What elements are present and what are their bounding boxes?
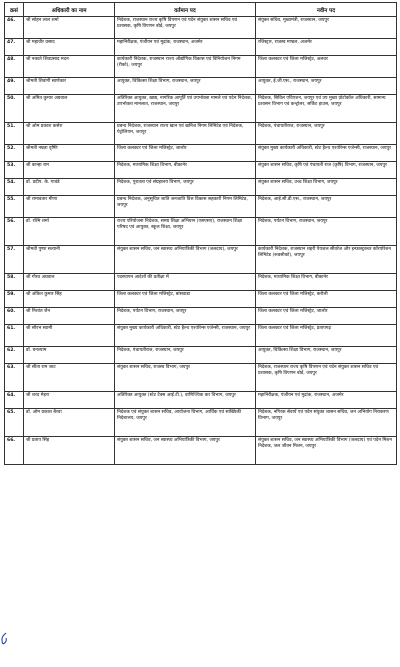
new-post-cell: कार्यकारी निदेशक, राजस्थान शहरी पेयजल सीवरेज और इन्फ्रास्ट्रक्चर कॉरपोरेशन लिमिटेड (रूडसीको), जयपुर (256, 246, 397, 274)
new-post-cell: जिला कलक्टर एवं जिला मजिस्ट्रेट, प्रतापगढ़ (256, 325, 397, 347)
serial-cell: 65. (5, 409, 24, 437)
new-post-cell: निदेशक, पंचायतीराज, राजस्थान, जयपुर (256, 123, 397, 145)
current-post-cell: संयुक्त शासन सचिव, जन स्वास्थ्य अभियांत्रिकी विभाग, जयपुर (115, 437, 256, 465)
pen-mark-icon (0, 632, 8, 646)
current-post-cell: निदेशक एवं संयुक्त शासन सचिव, आयोजना विभाग, आर्थिक एवं सांख्यिकी निदेशालय, जयपुर (115, 409, 256, 437)
officer-name-cell: श्री सौरभ स्वामी (24, 325, 115, 347)
serial-cell: 54. (5, 179, 24, 196)
officer-name-cell: श्रीमती पुष्पा सत्यानी (24, 246, 115, 274)
officer-name-cell: श्री प्रताप सिंह (24, 437, 115, 465)
serial-cell: 66. (5, 437, 24, 465)
new-post-cell: निदेशक, नगिरक सेवायें एवं पदेन संयुक्त शासन सचिव, जन अभियोग निराकरण विभाग, जयपुर (256, 409, 397, 437)
current-post-cell: निदेशक, पर्यटन विभाग, राजस्थान, जयपुर (115, 308, 256, 325)
officer-name-cell: श्री सोहन लाल शर्मा (24, 17, 115, 39)
serial-cell: 47. (5, 39, 24, 56)
serial-cell: 58. (5, 274, 24, 291)
transfer-table (4, 2, 397, 465)
serial-cell: 52. (5, 145, 24, 162)
officer-name-cell: डॉ. ओम प्रकाश बैरवा (24, 409, 115, 437)
serial-cell: 57. (5, 246, 24, 274)
header-current-post: वर्तमान पद (115, 3, 256, 17)
new-post-cell: महानिरीक्षक, पंजीयन एवं मुद्रांक, राजस्थान, अजमेर (256, 392, 397, 409)
officer-name-cell: श्रीमती नम्रता वृष्णि (24, 145, 115, 162)
officer-name-cell: डॉ. प्रदीप. के. गावंडे (24, 179, 115, 196)
new-post-cell: जिला कलक्टर एवं जिला मजिस्ट्रेट, करौली (256, 291, 397, 308)
table-row (5, 218, 397, 246)
officer-name-cell: श्री महावीर प्रसाद (24, 39, 115, 56)
transfer-list-page (4, 2, 396, 465)
officer-name-cell: डॉ. घनश्याम (24, 347, 115, 364)
serial-cell: 63. (5, 364, 24, 392)
serial-cell: 48. (5, 56, 24, 78)
table-row (5, 162, 397, 179)
current-post-cell: जिला कलक्टर एवं जिला मजिस्ट्रेट, जालोर (115, 145, 256, 162)
current-post-cell: अतिरिक्त आयुक्त, खाद्य, नागरिक आपूर्ति एवं उपभोक्ता मामले एवं पदेन निदेशक, उपभोक्ता मामलात, राजस्थान, जयपुर (115, 95, 256, 123)
new-post-cell: जिला कलक्टर एवं जिला मजिस्ट्रेट, अलवर (256, 56, 397, 78)
table-row (5, 308, 397, 325)
table-row (5, 179, 397, 196)
current-post-cell: निदेशक, पुरातत्व एवं संग्रहालय विभाग, जयपुर (115, 179, 256, 196)
current-post-cell: संयुक्त मुख्य कार्यकारी अधिकारी, स्टेट हैल्थ एश्योरेन्स एजेन्सी, राजस्थान, जयपुर (115, 325, 256, 347)
serial-cell: 60. (5, 308, 24, 325)
new-post-cell: संयुक्त शासन सचिव, कृषि एवं पंचायती राज (कृषि) विभाग, राजस्थान, जयपुर (256, 162, 397, 179)
serial-cell: 62. (5, 347, 24, 364)
new-post-cell: आयुक्त, चिकित्सा शिक्षा विभाग, राजस्थान, जयपुर (256, 347, 397, 364)
header-officer-name: अधिकारी का नाम (24, 3, 115, 17)
table-row (5, 347, 397, 364)
officer-name-cell: श्री अमित कुमार अग्रवाल (24, 95, 115, 123)
new-post-cell: जिला कलक्टर एवं जिला मजिस्ट्रेट, जालोर (256, 308, 397, 325)
current-post-cell: जिला कलक्टर एवं जिला मजिस्ट्रेट, बांसवाडा (115, 291, 256, 308)
header-serial: क्रसं (5, 3, 24, 17)
table-row (5, 364, 397, 392)
new-post-cell: संयुक्त मुख्य कार्यकारी अधिकारी, स्टेट हैल्थ एश्योरेन्स एजेन्सी, राजस्थान, जयपुर (256, 145, 397, 162)
serial-cell: 59. (5, 291, 24, 308)
table-row (5, 392, 397, 409)
new-post-cell: संयुक्त सचिव, मुख्यमंत्री, राजस्थान, जयपुर (256, 17, 397, 39)
current-post-cell: प्रबन्ध निदेशक, राजस्थान राज्य खान एवं खनिज निगम लिमिटेड एवं निदेशक, पेट्रोलियम, जयपुर (115, 123, 256, 145)
serial-cell: 51. (5, 123, 24, 145)
new-post-cell: निदेशक, आई.सी.डी.एस., राजस्थान, जयपुर (256, 196, 397, 218)
current-post-cell: निदेशक, माध्यमिक शिक्षा विभाग, बीकानेर (115, 162, 256, 179)
officer-name-cell: श्री सीता राम जाट (24, 364, 115, 392)
serial-cell: 46. (5, 17, 24, 39)
current-post-cell: संयुक्त शासन सचिव, राजस्व विभाग, जयपुर (115, 364, 256, 392)
table-row (5, 274, 397, 291)
officer-name-cell: श्री निशांत जैन (24, 308, 115, 325)
new-post-cell: निदेशक, राजस्थान राज्य कृषि विपणन एवं पदेन संयुक्त शासन सचिव एवं प्रशासक, कृषि विपणन बोर्ड, जयपुर (256, 364, 397, 392)
table-row (5, 17, 397, 39)
serial-cell: 50. (5, 95, 24, 123)
header-new-post: नवीन पद (256, 3, 397, 17)
table-row (5, 145, 397, 162)
table-header-row (5, 3, 397, 17)
new-post-cell: निदेशक, माध्यमिक शिक्षा विभाग, बीकानेर (256, 274, 397, 291)
table-row (5, 409, 397, 437)
table-row (5, 123, 397, 145)
officer-name-cell: श्री अंकित कुमार सिंह (24, 291, 115, 308)
officer-name-cell: श्री रामावतार मीणा (24, 196, 115, 218)
officer-name-cell: श्री नकाते शिवप्रसाद मदन (24, 56, 115, 78)
table-row (5, 78, 397, 95)
current-post-cell: अतिरिक्त आयुक्त (स्टेट टैक्स आई.टी.), वाणिज्यिक कर विभाग, जयपुर (115, 392, 256, 409)
current-post-cell: निदेशक, राजस्थान राज्य कृषि विपणन एवं पदेन संयुक्त शासन सचिव एवं प्रशासक, कृषि विपणन बोर्ड, जयपुर (115, 17, 256, 39)
current-post-cell: पदस्थापन आदेशों की प्रतीक्षा में (115, 274, 256, 291)
current-post-cell: संयुक्त शासन सचिव, जन स्वास्थ्य अभियांत्रिकी विभाग (जलदाय), जयपुर (115, 246, 256, 274)
current-post-cell: महानिरीक्षक, पंजीयन एवं मुद्रांक, राजस्थान, अजमेर (115, 39, 256, 56)
table-row (5, 325, 397, 347)
new-post-cell: आयुक्त, ई.जी.एस., राजस्थान, जयपुर (256, 78, 397, 95)
new-post-cell: निदेशक, पर्यटन विभाग, राजस्थान, जयपुर (256, 218, 397, 246)
officer-name-cell: श्रीमती शिवांगी स्वर्णकार (24, 78, 115, 95)
table-row (5, 437, 397, 465)
table-row (5, 291, 397, 308)
serial-cell: 53. (5, 162, 24, 179)
current-post-cell: कार्यकारी निदेशक, राजस्थान राज्य औद्योगिक विकास एवं विनियोजन निगम (रीको), जयपुर (115, 56, 256, 78)
officer-name-cell: डॉ. रश्मि शर्मा (24, 218, 115, 246)
current-post-cell: राज्य परियोजना निदेशक, समग्र शिक्षा अभियान (एसएसए), राजस्थान शिक्षा परिषद एवं आयुक्त, स्कूल शिक्षा, जयपुर (115, 218, 256, 246)
officer-name-cell: श्री कान्हा राम (24, 162, 115, 179)
new-post-cell: संयुक्त शासन सचिव, उच्च शिक्षा विभाग, जयपुर (256, 179, 397, 196)
current-post-cell: आयुक्त, चिकित्सा शिक्षा विभाग, राजस्थान, जयपुर (115, 78, 256, 95)
serial-cell: 64. (5, 392, 24, 409)
new-post-cell: संयुक्त शासन सचिव, जन स्वास्थ्य अभियांत्रिकी विभाग (जलदाय) एवं पदेन मिशन निदेशक, जल जीवन मिशन, जयपुर (256, 437, 397, 465)
serial-cell: 49. (5, 78, 24, 95)
officer-name-cell: श्री ओम प्रकाश कसेरा (24, 123, 115, 145)
serial-cell: 55. (5, 196, 24, 218)
table-row (5, 39, 397, 56)
officer-name-cell: श्री गौरव अग्रवाल (24, 274, 115, 291)
table-row (5, 196, 397, 218)
table-row (5, 56, 397, 78)
serial-cell: 61. (5, 325, 24, 347)
current-post-cell: निदेशक, पंचायतीराज, राजस्थान, जयपुर (115, 347, 256, 364)
current-post-cell: प्रबन्ध निदेशक, अनुसूचित जाति जनजाति वित्त विकास सहकारी निगम लिमिटेड, जयपुर (115, 196, 256, 218)
officer-name-cell: श्री शरद मेहरा (24, 392, 115, 409)
table-row (5, 95, 397, 123)
table-row (5, 246, 397, 274)
new-post-cell: रजिस्ट्रार, राजस्व मण्डल, अजमेर (256, 39, 397, 56)
new-post-cell: निदेशक, सिविल एविएशन, जयपुर एवं उप मुख्य प्रोटोकॉल अधिकारी, सामान्य प्रशासन विभाग एवं कन्ट्रोलर, सर्किट हाउस, जयपुर (256, 95, 397, 123)
serial-cell: 56. (5, 218, 24, 246)
